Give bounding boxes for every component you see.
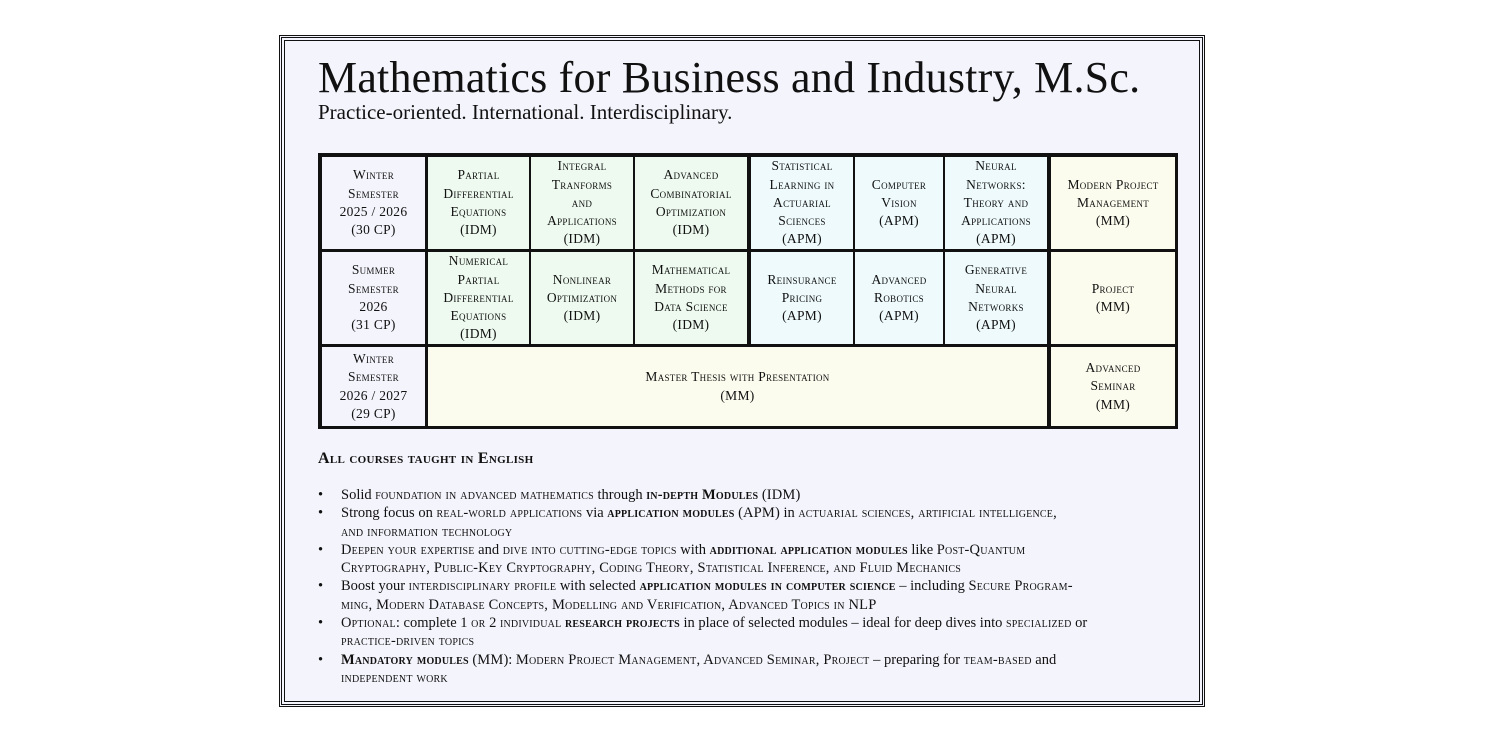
- page-subtitle: Practice-oriented. International. Interdisciplinary.: [318, 100, 733, 124]
- text-segment: (: [734, 505, 743, 522]
- cell-line: Seminar: [1090, 378, 1136, 394]
- text-segment: dive into cutting-edge topics: [502, 541, 677, 558]
- feature-list: [318, 486, 1178, 687]
- semester-cell-2: [322, 252, 425, 344]
- cell-line: (IDM): [672, 317, 710, 333]
- text-segment: through: [593, 487, 647, 503]
- cell-line: (MM): [1095, 396, 1131, 412]
- text-segment: MM: [477, 651, 504, 668]
- course-advanced-seminar: [1051, 347, 1175, 426]
- cell-line: Sciences: [778, 213, 826, 229]
- cell-line: (APM): [976, 317, 1016, 333]
- text-segment: interdisciplinary profile: [408, 578, 557, 595]
- text-segment: 2: [485, 615, 500, 632]
- cell-line: (MM): [1095, 213, 1131, 229]
- text-segment: – preparing for: [869, 651, 964, 668]
- text-segment: with selected: [556, 578, 640, 595]
- text-segment: team-based: [963, 651, 1032, 668]
- cell-line: and: [571, 194, 593, 210]
- cell-line: (APM): [782, 308, 822, 324]
- text-segment: independent work: [341, 669, 448, 686]
- text-segment: Deepen your expertise: [341, 541, 475, 558]
- cell-line: (APM): [879, 308, 919, 324]
- text-segment: Modern Project Management, Advanced Seminar, Project: [515, 651, 870, 668]
- cell-line: Semester: [348, 369, 399, 385]
- cell-line: (IDM): [563, 231, 601, 247]
- cell-line: Computer: [871, 176, 927, 192]
- cell-line: Winter: [352, 167, 395, 183]
- course-integral-transforms: [531, 157, 633, 249]
- feature-item: [318, 541, 1178, 578]
- cell-line: (IDM): [460, 326, 497, 342]
- text-segment: research projects: [565, 615, 680, 632]
- cell-line: Optimization: [546, 289, 618, 305]
- cell-line: Networks:: [966, 176, 1026, 192]
- text-segment: individual: [499, 615, 562, 632]
- cell-line: Semester: [348, 185, 399, 201]
- cell-line: (IDM): [460, 222, 497, 238]
- cell-line: Advanced: [871, 271, 927, 287]
- cell-line: (29 CP): [351, 405, 396, 421]
- feature-item: [318, 504, 1178, 541]
- course-generative-neural-networks: [945, 252, 1047, 344]
- text-segment: via: [582, 505, 608, 522]
- page-title: Mathematics for Business and Industry, M.Sc.: [318, 53, 1141, 102]
- text-segment: foundation in advanced mathematics: [375, 487, 594, 503]
- cell-line: Combinatorial: [650, 185, 732, 201]
- cell-line: Equations: [450, 204, 507, 219]
- curriculum-grid: [318, 153, 1178, 429]
- feature-item: [318, 486, 1178, 504]
- cell-line: (31 CP): [351, 317, 396, 333]
- text-segment: – including: [895, 578, 969, 595]
- cell-line: Learning in: [769, 176, 835, 192]
- cell-line: (MM): [1095, 299, 1131, 314]
- cell-line: Summer: [351, 262, 396, 278]
- text-segment: Boost your: [341, 578, 409, 595]
- cell-line: Partial: [457, 271, 500, 287]
- cell-line: 2025 / 2026: [339, 204, 408, 219]
- feature-item: [318, 577, 1178, 614]
- section-heading: All courses taught in English: [318, 450, 534, 467]
- course-neural-networks: [945, 157, 1047, 249]
- cell-line: Optimization: [655, 204, 727, 219]
- cell-line: Semester: [348, 280, 399, 296]
- cell-line: Generative: [964, 262, 1028, 278]
- text-segment: in place of selected modules – ideal for deep dives into: [679, 615, 1006, 632]
- program-card: [279, 35, 1205, 707]
- text-segment: Cryptography, Public-Key Cryptography, Coding Theory, Statistical Inference, and Fluid Mechanics: [341, 560, 962, 577]
- cell-line: Advanced: [663, 167, 719, 183]
- cell-line: (MM): [720, 387, 755, 403]
- course-advanced-combinatorial-optimization: [635, 157, 747, 249]
- semester-cell-1: [322, 157, 425, 249]
- semester-cell-3: [322, 347, 425, 426]
- cell-line: Management: [1077, 194, 1149, 210]
- cell-line: Nonlinear: [552, 271, 612, 287]
- feature-item: [318, 614, 1178, 651]
- cell-line: Applications: [547, 213, 617, 229]
- text-segment: ):: [503, 651, 516, 668]
- course-computer-vision: [855, 157, 943, 249]
- cell-line: 2026: [359, 299, 388, 314]
- feature-item: [318, 651, 1178, 688]
- cell-line: Integral: [557, 158, 607, 174]
- text-segment: and: [1031, 651, 1057, 668]
- cell-line: Applications: [961, 213, 1031, 229]
- cell-line: Actuarial: [773, 194, 831, 210]
- cell-line: Neural: [975, 280, 1017, 296]
- cell-line: (APM): [782, 231, 822, 247]
- cell-line: Master Thesis with Presentation: [645, 369, 830, 385]
- cell-line: (IDM): [563, 308, 601, 324]
- text-segment: Strong focus on: [341, 505, 437, 522]
- course-partial-differential-equations: [428, 157, 529, 249]
- text-segment: Post-Quantum: [936, 541, 1026, 558]
- cell-line: (APM): [976, 231, 1016, 247]
- text-segment: Solid: [341, 487, 376, 503]
- text-segment: or: [1071, 615, 1088, 632]
- cell-line: Theory and: [963, 194, 1029, 210]
- text-segment: with: [676, 541, 710, 558]
- cell-line: Pricing: [781, 289, 823, 305]
- text-segment: (: [758, 487, 767, 503]
- cell-line: Advanced: [1085, 360, 1141, 376]
- cell-line: (IDM): [672, 222, 710, 238]
- cell-line: Project: [1091, 280, 1135, 296]
- cell-line: Numerical: [448, 253, 509, 269]
- text-segment: ming, Modern Database Concepts, Modelling and Verification, Advanced Topics in NLP: [341, 596, 877, 613]
- text-segment: application modules in computer science: [639, 578, 896, 595]
- text-segment: practice-driven topics: [341, 633, 475, 650]
- text-segment: Optional: [341, 615, 396, 632]
- cell-line: Partial: [457, 167, 500, 183]
- text-segment: and: [474, 541, 503, 558]
- cell-line: Equations: [450, 308, 507, 324]
- text-segment: actuarial sciences, artificial intelligence,: [798, 505, 1057, 522]
- course-project: [1051, 252, 1175, 344]
- cell-line: Differential: [443, 289, 514, 305]
- cell-line: Modern Project: [1067, 176, 1159, 192]
- cell-line: Statistical: [771, 158, 833, 174]
- course-advanced-robotics: [855, 252, 943, 344]
- cell-line: Robotics: [874, 289, 924, 305]
- cell-line: (APM): [879, 213, 919, 229]
- text-segment: APM: [743, 505, 776, 522]
- text-segment: IDM: [766, 487, 796, 503]
- course-modern-project-management: [1051, 157, 1175, 249]
- text-segment: ): [795, 487, 801, 503]
- text-segment: in-depth Modules: [646, 487, 759, 503]
- cell-line: Networks: [968, 299, 1024, 314]
- text-segment: Mandatory modules: [341, 651, 469, 668]
- text-segment: (: [468, 651, 478, 668]
- course-mathematical-methods-data-science: [635, 252, 747, 344]
- text-segment: Secure Program-: [968, 578, 1073, 595]
- cell-line: Differential: [443, 185, 514, 201]
- text-segment: or: [471, 615, 486, 632]
- text-segment: ) in: [775, 505, 799, 522]
- cell-line: Winter: [352, 350, 395, 366]
- course-statistical-learning: [751, 157, 853, 249]
- cell-line: Reinsurance: [767, 271, 837, 287]
- text-segment: : complete 1: [395, 615, 472, 632]
- text-segment: additional application modules: [709, 541, 908, 558]
- cell-line: (30 CP): [351, 222, 396, 238]
- course-numerical-pde: [428, 252, 529, 344]
- cell-line: Mathematical: [651, 262, 731, 278]
- cell-line: Methods for: [655, 280, 727, 296]
- cell-line: Tranforms: [551, 176, 613, 192]
- course-nonlinear-optimization: [531, 252, 633, 344]
- text-segment: like: [907, 541, 937, 558]
- course-master-thesis: [428, 347, 1047, 426]
- text-segment: real-world applications: [436, 505, 583, 522]
- text-segment: application modules: [607, 505, 735, 522]
- text-segment: specialized: [1006, 615, 1072, 632]
- cell-line: Neural: [975, 158, 1017, 174]
- cell-line: 2026 / 2027: [339, 387, 408, 403]
- cell-line: Data Science: [654, 299, 728, 314]
- cell-line: Vision: [881, 194, 917, 210]
- text-segment: and information technology: [341, 523, 513, 540]
- course-reinsurance-pricing: [751, 252, 853, 344]
